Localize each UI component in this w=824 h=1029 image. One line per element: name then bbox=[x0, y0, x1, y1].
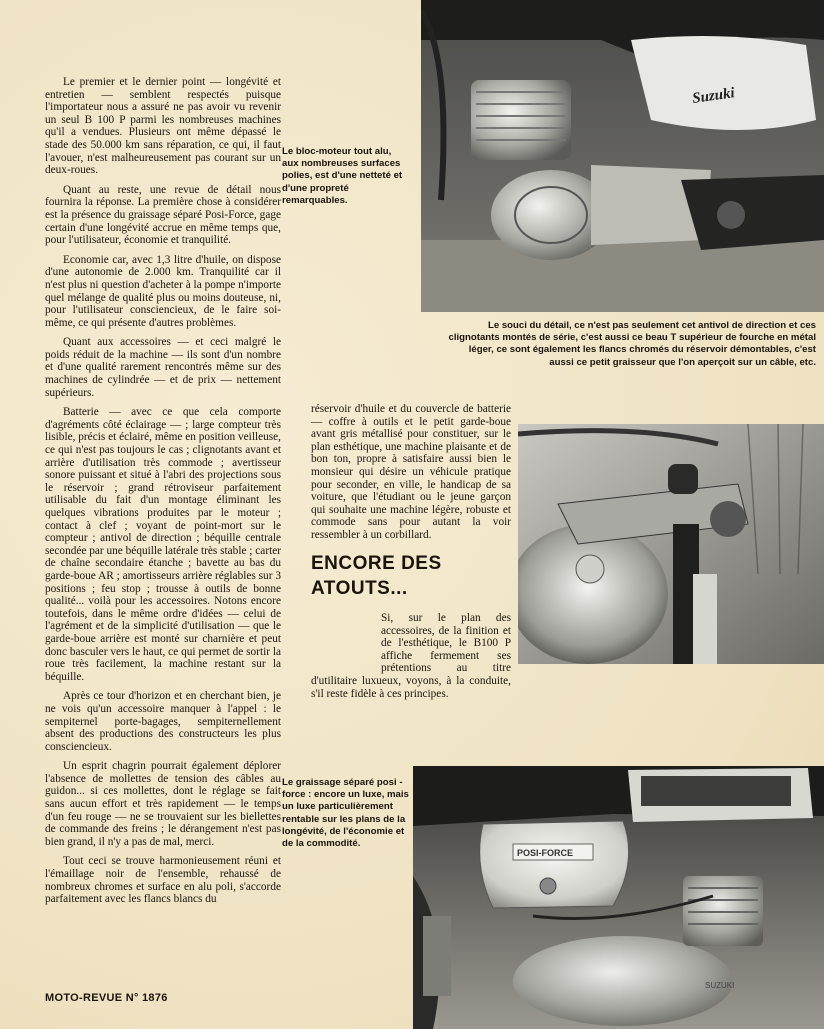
engine-caption: Le bloc-moteur tout alu, aux nombreuses surfaces polies, est d'une netteté et d'une propreté remarquables. bbox=[282, 146, 403, 206]
engine-photo bbox=[421, 0, 824, 312]
paragraph: Le premier et le dernier point — longévité et entretien — semblent respectés puisque l'importateur nous a assuré ne pas avoir vu revenir un seul B 100 P parmi les nombreuses machines qu'il a vendues. Plusieurs ont même dépassé le stade des 50.000 km sans réparation, ce qui, il faut l'avouer, n'est malheureusement pas courant sur un deux-roues. bbox=[45, 76, 281, 177]
section-headline: ENCORE DES ATOUTS... bbox=[311, 553, 442, 599]
tank-logo: Suzuki bbox=[691, 85, 736, 107]
paragraph: Batterie — avec ce que cela comporte d'agréments côté éclairage — ; large compteur très lisible, précis et éclairé, même en position veilleuse, ce qui n'est pas toujours le cas ; clignotants avant et arrière d'utilisation très commode ; avertisseur sonore puissant et situé à l'abri des projections sous le réservoir ; grand rétroviseur parfaitement utilisable du fait d'un montage éliminant les quelques vibrations produites par le moteur ; contact à clef ; voyant de point-mort sur le compteur ; antivol de direction ; béquille centrale secondée par une béquille latérale très stable ; carter de chaîne secondaire étanche ; bavette au bas du garde-boue AR ; amortisseurs arrière réglables sur 3 positions ; feu stop ; trousse à outils de bonne qualité... voilà pour les accessoires. Notons encore toutefois, dans le même ordre d'idées — celui de l'agrément et de la simplicité d'utilisation — que le garde-boue arrière est monté sur charnière et peut donc basculer vers le haut, ce qui permet de sortir la roue très facilement, la machine restant sur la béquille. bbox=[45, 406, 281, 683]
paragraph: réservoir d'huile et du couvercle de batterie — coffre à outils et le petit garde-boue avant gris métallisé pour constituer, sur le plan esthétique, une machine plaisante et de bon ton, propre à satisfaire aussi bien le monsieur qui désire un véhicule pratique pour seconder, en ville, le handicap de sa voiture, que l'étudiant ou le jeune garçon qui souhaite une machine légère, robuste et commode sans pour autant la voir ressembler à un corbillard. bbox=[311, 403, 511, 541]
page-footer: MOTO-REVUE N° 1876 bbox=[45, 992, 168, 1004]
oil-tank-label: POSI-FORCE bbox=[517, 848, 574, 858]
posi-force-photo bbox=[413, 766, 824, 1029]
paragraph: Si, sur le plan des accessoires, de la finition et de l'esthétique, le B100 P affiche fermement ses prétentions au titre d'utilitaire luxueux, voyons, à la conduite, s'il reste fidèle à ces principes. bbox=[311, 612, 511, 700]
article-left-column bbox=[45, 76, 281, 913]
paragraph: Après ce tour d'horizon et en cherchant bien, je ne vois qu'un accessoire manquer à l'appel : le sempiternel porte-bagages, sempiternellement absent des productions des constructeurs les plus consciencieux. bbox=[45, 690, 281, 753]
paragraph: Quant au reste, une revue de détail nous fournira la réponse. La première chose à considérer est la présence du graissage séparé Posi-Force, gage certain d'une longévité accrue en même temps que, pour l'utilisateur, économie et tranquilité. bbox=[45, 183, 281, 247]
article-right-column-continued bbox=[311, 612, 511, 700]
paragraph: Quant aux accessoires — et ceci malgré le poids réduit de la machine — ils sont d'un nombre et d'une qualité rarement rencontrés même sur des machines de cylindrée — et de prix — nettement supérieurs. bbox=[45, 336, 281, 399]
paragraph: Un esprit chagrin pourrait également déplorer l'absence de mollettes de tension des câbles au guidon... si ces mollettes, dont le réglage se fait sans aucun effort et très rapidement — le temps d'un feu rouge — ne se trouvaient sur les biellettes de commande des freins ; le dérangement n'est pas bien grand, il n'y a pas de mal, merci. bbox=[45, 760, 281, 848]
article-right-column bbox=[311, 403, 511, 549]
posi-force-caption: Le graissage séparé posi - force : encore un luxe, mais un luxe particulièrement rentable sur les plans de la longévité, de l'économie et de la commodité. bbox=[282, 777, 409, 850]
engine-cover-label: SUZUKI bbox=[705, 981, 735, 990]
paragraph: Tout ceci se trouve harmonieusement réuni et l'émaillage noir de l'ensemble, rehaussé de nombreux chromes et surface en alu poli, s'accorde parfaitement avec les flancs blancs du bbox=[45, 855, 281, 906]
paragraph: Economie car, avec 1,3 litre d'huile, on dispose d'une autonomie de 2.000 km. Tranquilité car il n'est plus ni question d'acheter à la pompe n'importe quel mélange de qualité plus ou moins douteuse, ni, pour l'utilisateur consciencieux, de le faire soi-même, ce qui présente d'autres problèmes. bbox=[45, 253, 281, 329]
fork-photo bbox=[518, 424, 824, 664]
spacer bbox=[311, 612, 381, 674]
detail-caption: Le souci du détail, ce n'est pas seulement cet antivol de direction et ces clignotants montés de série, c'est aussi ce beau T supérieur de fourche en métal léger, ce sont également les flancs chromés du réservoir démontables, c'est aussi ce petit graisseur que l'on aperçoit sur un câble, etc. bbox=[448, 320, 816, 368]
